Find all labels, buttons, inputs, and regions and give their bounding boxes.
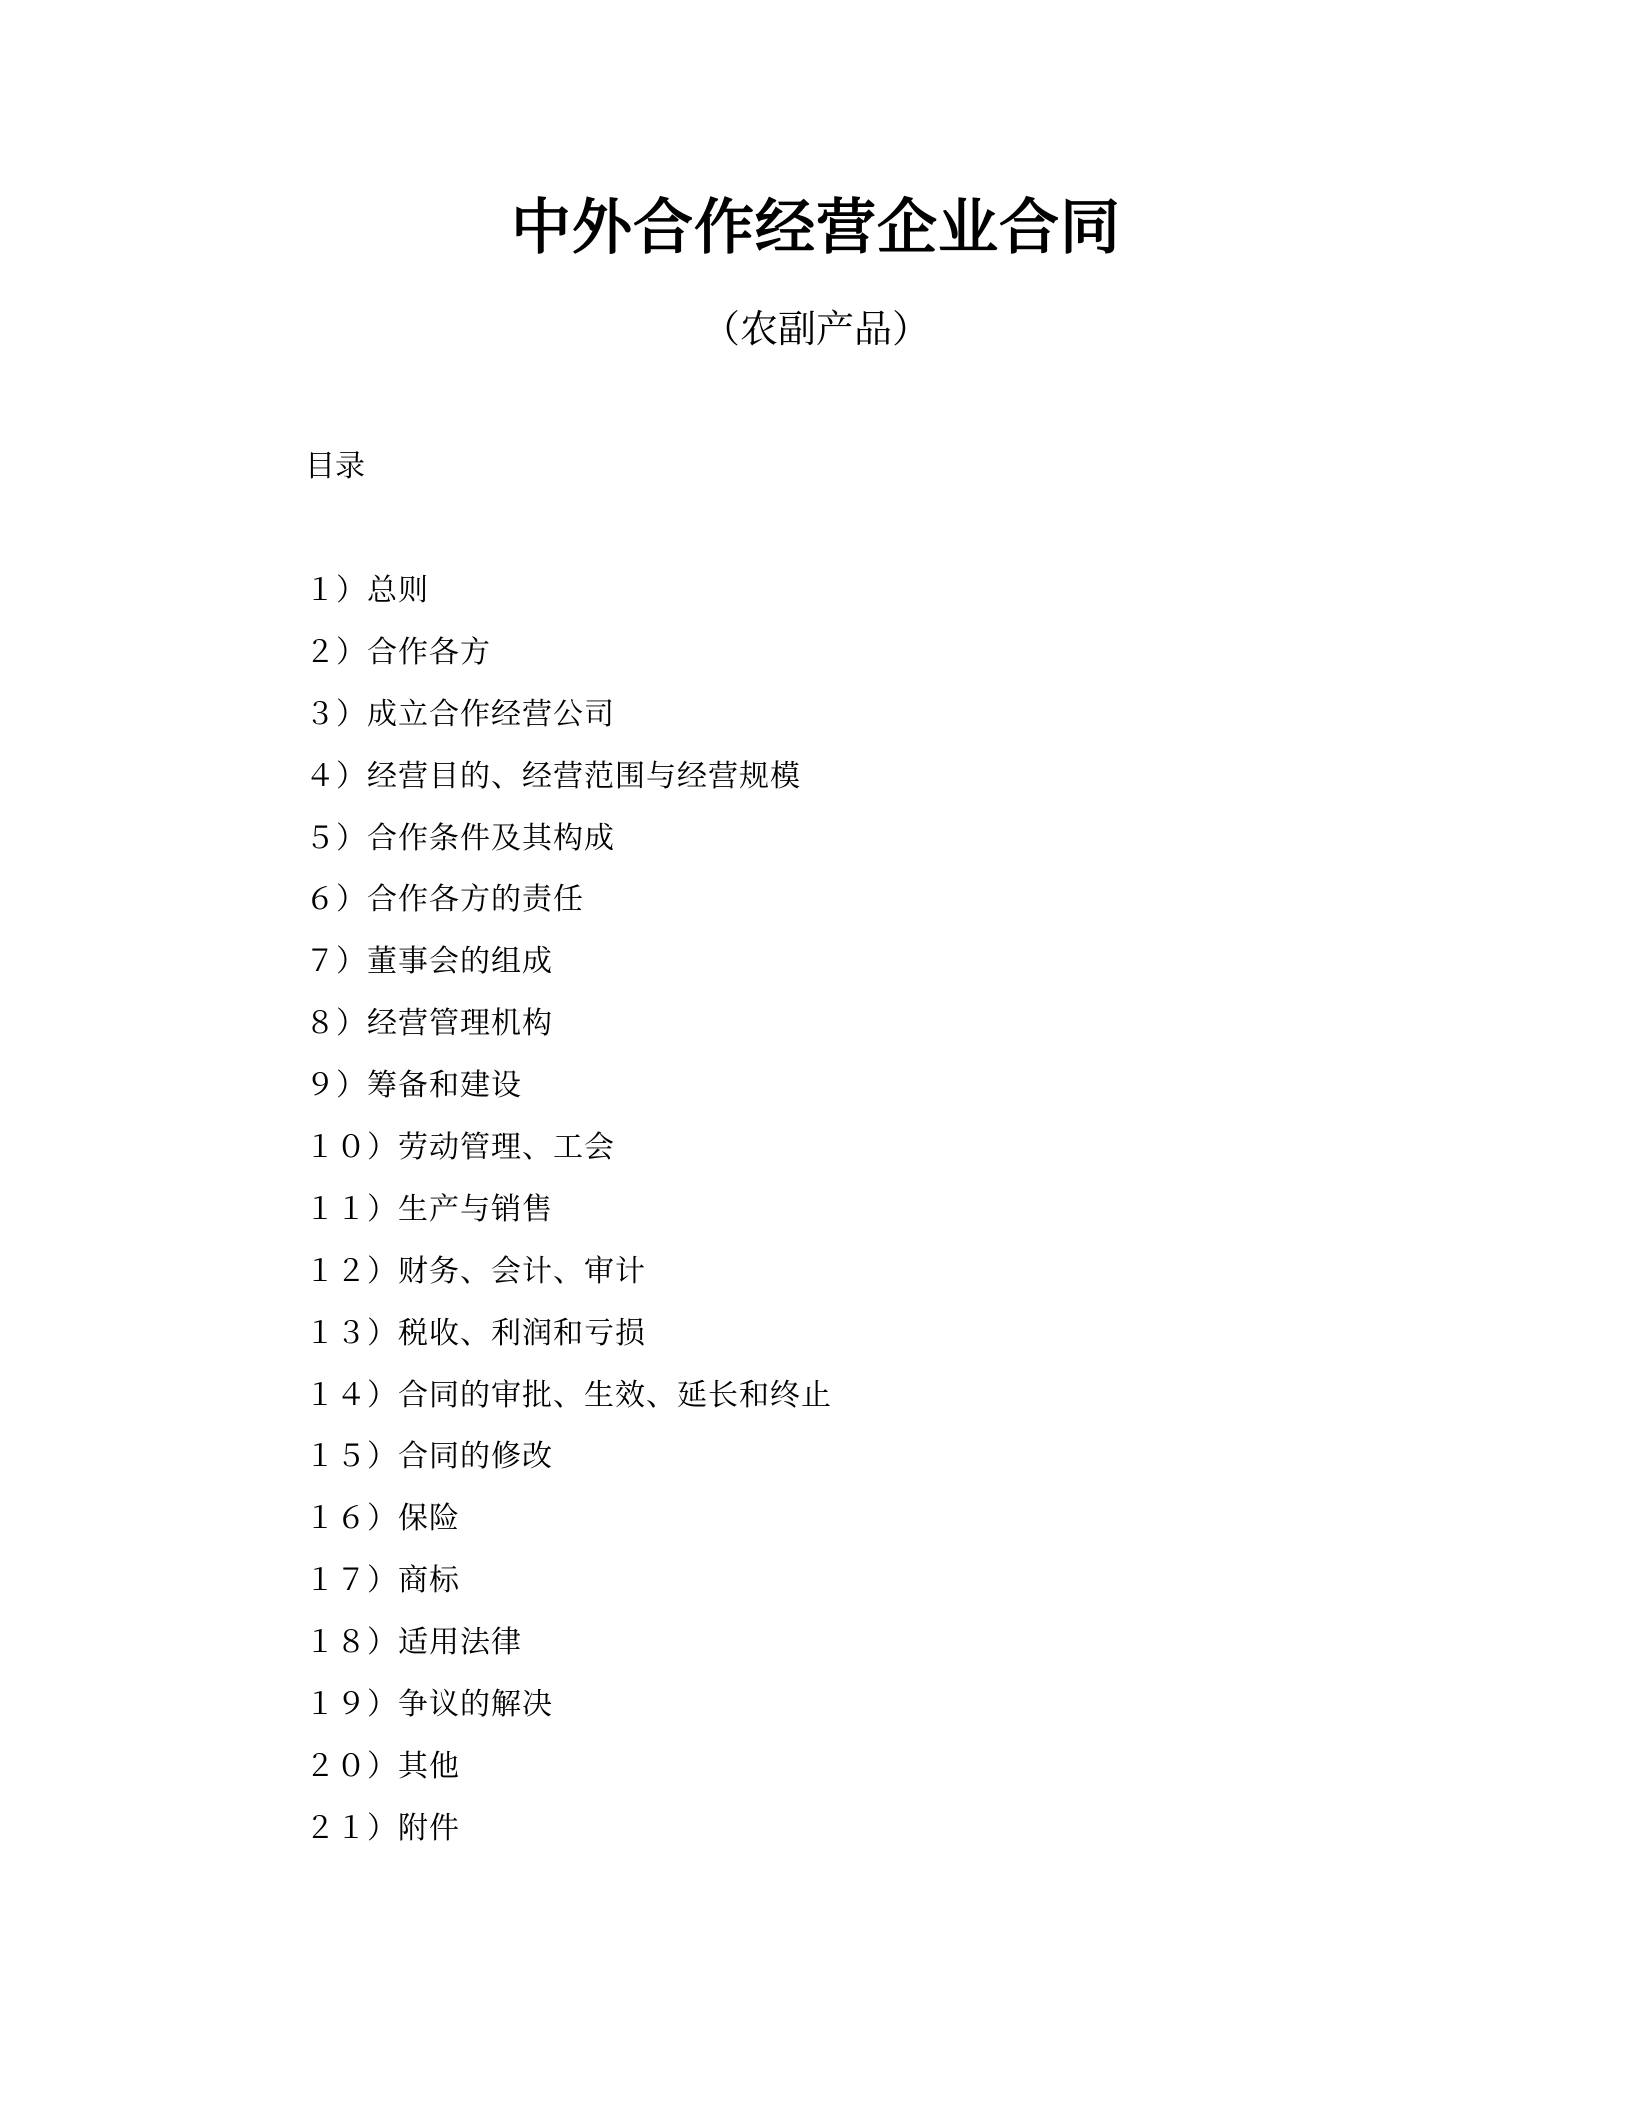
toc-item (305, 570, 832, 632)
toc-item (305, 1622, 832, 1684)
toc-item-number: １６） (305, 1501, 398, 1537)
toc-item-number: ７） (305, 944, 367, 980)
toc-item-number: １１） (305, 1191, 398, 1227)
toc-item-text: 其他 (398, 1748, 460, 1784)
toc-item-number: ５） (305, 820, 367, 856)
toc-item-text: 经营管理机构 (367, 1006, 553, 1042)
toc-item-text: 经营目的、经营范围与经营规模 (367, 758, 801, 794)
toc-item-text: 保险 (398, 1501, 460, 1537)
toc-item (305, 1065, 832, 1127)
toc-item-text: 合同的审批、生效、延长和终止 (398, 1377, 832, 1413)
toc-item-text: 税收、利润和亏损 (398, 1315, 646, 1351)
table-of-contents (305, 570, 832, 1870)
toc-item-number: １７） (305, 1563, 398, 1599)
toc-item-text: 商标 (398, 1563, 460, 1599)
toc-heading: 目录 (305, 449, 365, 484)
toc-item-number: １０） (305, 1130, 398, 1166)
toc-item-number: ２０） (305, 1748, 398, 1784)
document-title: 中外合作经营企业合同 (511, 193, 1121, 263)
toc-item-number: １８） (305, 1625, 398, 1661)
toc-item (305, 879, 832, 941)
toc-item-number: ９） (305, 1068, 367, 1104)
toc-item-text: 合同的修改 (398, 1439, 553, 1475)
toc-item (305, 1189, 832, 1251)
toc-item (305, 1498, 832, 1560)
toc-item-text: 成立合作经营公司 (367, 696, 615, 732)
document-subtitle: （农副产品） (701, 307, 930, 351)
toc-item (305, 756, 832, 818)
toc-item-number: １） (305, 573, 367, 608)
toc-item-number: ４） (305, 758, 367, 794)
toc-item (305, 1251, 832, 1313)
toc-item (305, 632, 832, 694)
toc-item (305, 818, 832, 880)
toc-item (305, 694, 832, 756)
toc-item-number: １５） (305, 1439, 398, 1475)
toc-item-text: 合作各方的责任 (367, 882, 584, 918)
toc-item (305, 1375, 832, 1437)
toc-item-text: 劳动管理、工会 (398, 1130, 615, 1166)
toc-item-number: ８） (305, 1006, 367, 1042)
toc-item-number: １２） (305, 1253, 398, 1289)
toc-item-number: １９） (305, 1687, 398, 1723)
toc-item (305, 1808, 832, 1870)
toc-item-number: ６） (305, 882, 367, 918)
toc-item (305, 1003, 832, 1065)
toc-item-text: 财务、会计、审计 (398, 1253, 646, 1289)
toc-item-number: ２） (305, 634, 367, 670)
toc-item-text: 合作条件及其构成 (367, 820, 615, 856)
toc-item-text: 附件 (398, 1810, 460, 1846)
toc-item (305, 941, 832, 1003)
toc-item-text: 筹备和建设 (367, 1068, 522, 1104)
toc-item (305, 1560, 832, 1622)
toc-item-text: 总则 (367, 573, 429, 608)
toc-item-text: 生产与销售 (398, 1191, 553, 1227)
toc-item-text: 合作各方 (367, 634, 491, 670)
toc-item-text: 董事会的组成 (367, 944, 553, 980)
toc-item-number: ３） (305, 696, 367, 732)
toc-item (305, 1684, 832, 1746)
toc-item-text: 争议的解决 (398, 1687, 553, 1723)
toc-item (305, 1127, 832, 1189)
toc-item-number: １３） (305, 1315, 398, 1351)
toc-item-number: １４） (305, 1377, 398, 1413)
toc-item-text: 适用法律 (398, 1625, 522, 1661)
toc-item (305, 1436, 832, 1498)
toc-item (305, 1313, 832, 1375)
toc-item (305, 1746, 832, 1808)
toc-item-number: ２１） (305, 1810, 398, 1846)
